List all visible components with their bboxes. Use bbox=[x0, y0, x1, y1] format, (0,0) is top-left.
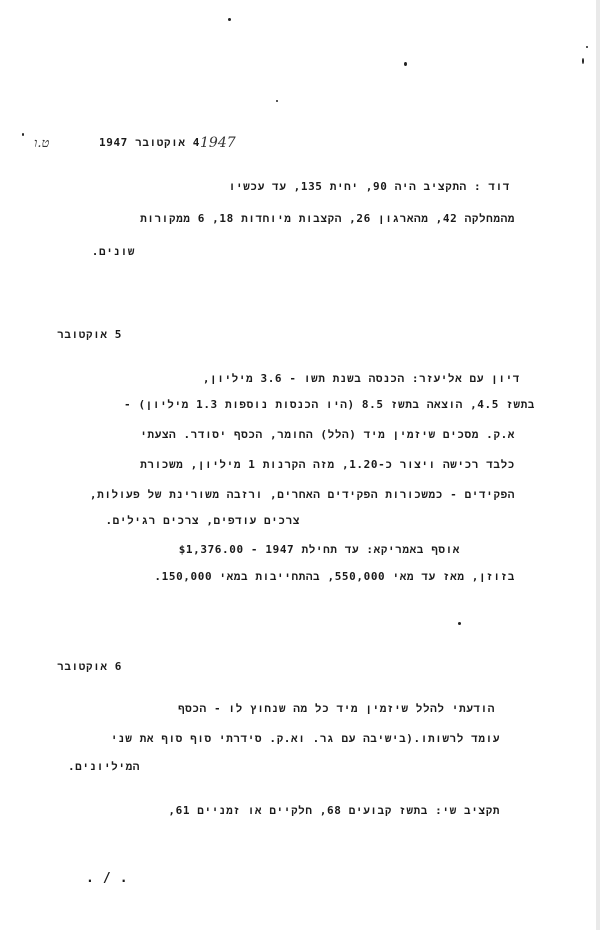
entry-line: בזוזן, מאז עד מאי 550,000, בהתחייבות במאי 150,000. bbox=[154, 570, 515, 583]
section-heading: 6 אוקטובר bbox=[57, 660, 122, 673]
entry-line: דוד : התקציב היה 90, יחית 135, עד עכשיו bbox=[228, 180, 510, 193]
handwritten-note: ט.ו bbox=[34, 136, 50, 151]
handwritten-year: 1947 bbox=[200, 135, 236, 151]
scan-speck bbox=[276, 100, 278, 102]
scan-speck bbox=[582, 58, 584, 64]
scan-speck bbox=[22, 133, 24, 136]
entry-line: שונים. bbox=[91, 245, 135, 258]
scan-speck bbox=[228, 18, 231, 21]
entry-line: בתשז 4.5, הוצאה בתשז 8.5 (היו הכנסות נוספות 1.3 מיליון) - bbox=[124, 398, 535, 411]
entry-line: דיון עם אליעזר: הכנסה בשנת תשו - 3.6 מיליון, bbox=[202, 372, 520, 385]
entry-line: עומד לרשותו.(בישיבה עם גר. וא.ק. סידרתי סוף סוף את שני bbox=[110, 732, 500, 745]
entry-line: צרכים עודפים, צרכים רגילים. bbox=[105, 514, 300, 527]
entry-line: הודעתי להלל שיזמין מיד כל מה שנחוץ לו - הכסף bbox=[177, 702, 495, 715]
page-mark: . / . bbox=[86, 871, 129, 886]
entry-line: א.ק. מסכים שיזמין מיד (הלל) החומר, הכסף יסודר. הצעתי bbox=[140, 428, 515, 441]
scan-speck bbox=[586, 46, 588, 48]
scan-edge bbox=[596, 0, 600, 930]
entry-line: הפקידים - כמשכורות הפקידים האחרים, ורזבה משורינת של פעולות, bbox=[89, 488, 515, 501]
scan-speck bbox=[458, 622, 461, 625]
scan-speck bbox=[404, 62, 407, 66]
entry-line: מהמחלקה 42, מהארגון 26, הקצבות מיוחדות 18, 6 ממקורות bbox=[140, 212, 515, 225]
date-heading: 4 אוקטובר 1947 bbox=[99, 136, 200, 149]
section-heading: 5 אוקטובר bbox=[57, 328, 122, 341]
entry-line: תקציב שי: בתשז קבועים 68, חלקיים או זמניים 61, bbox=[168, 804, 500, 817]
entry-line: המיליונים. bbox=[67, 760, 140, 773]
entry-line: כלבד רכישה ויצור כ-1.20, מזה הקרנות 1 מיליון, משכורת bbox=[140, 458, 515, 471]
entry-line: אוסף באמריקא: עד תחילת 1947 - $1,376.00 bbox=[178, 543, 460, 556]
